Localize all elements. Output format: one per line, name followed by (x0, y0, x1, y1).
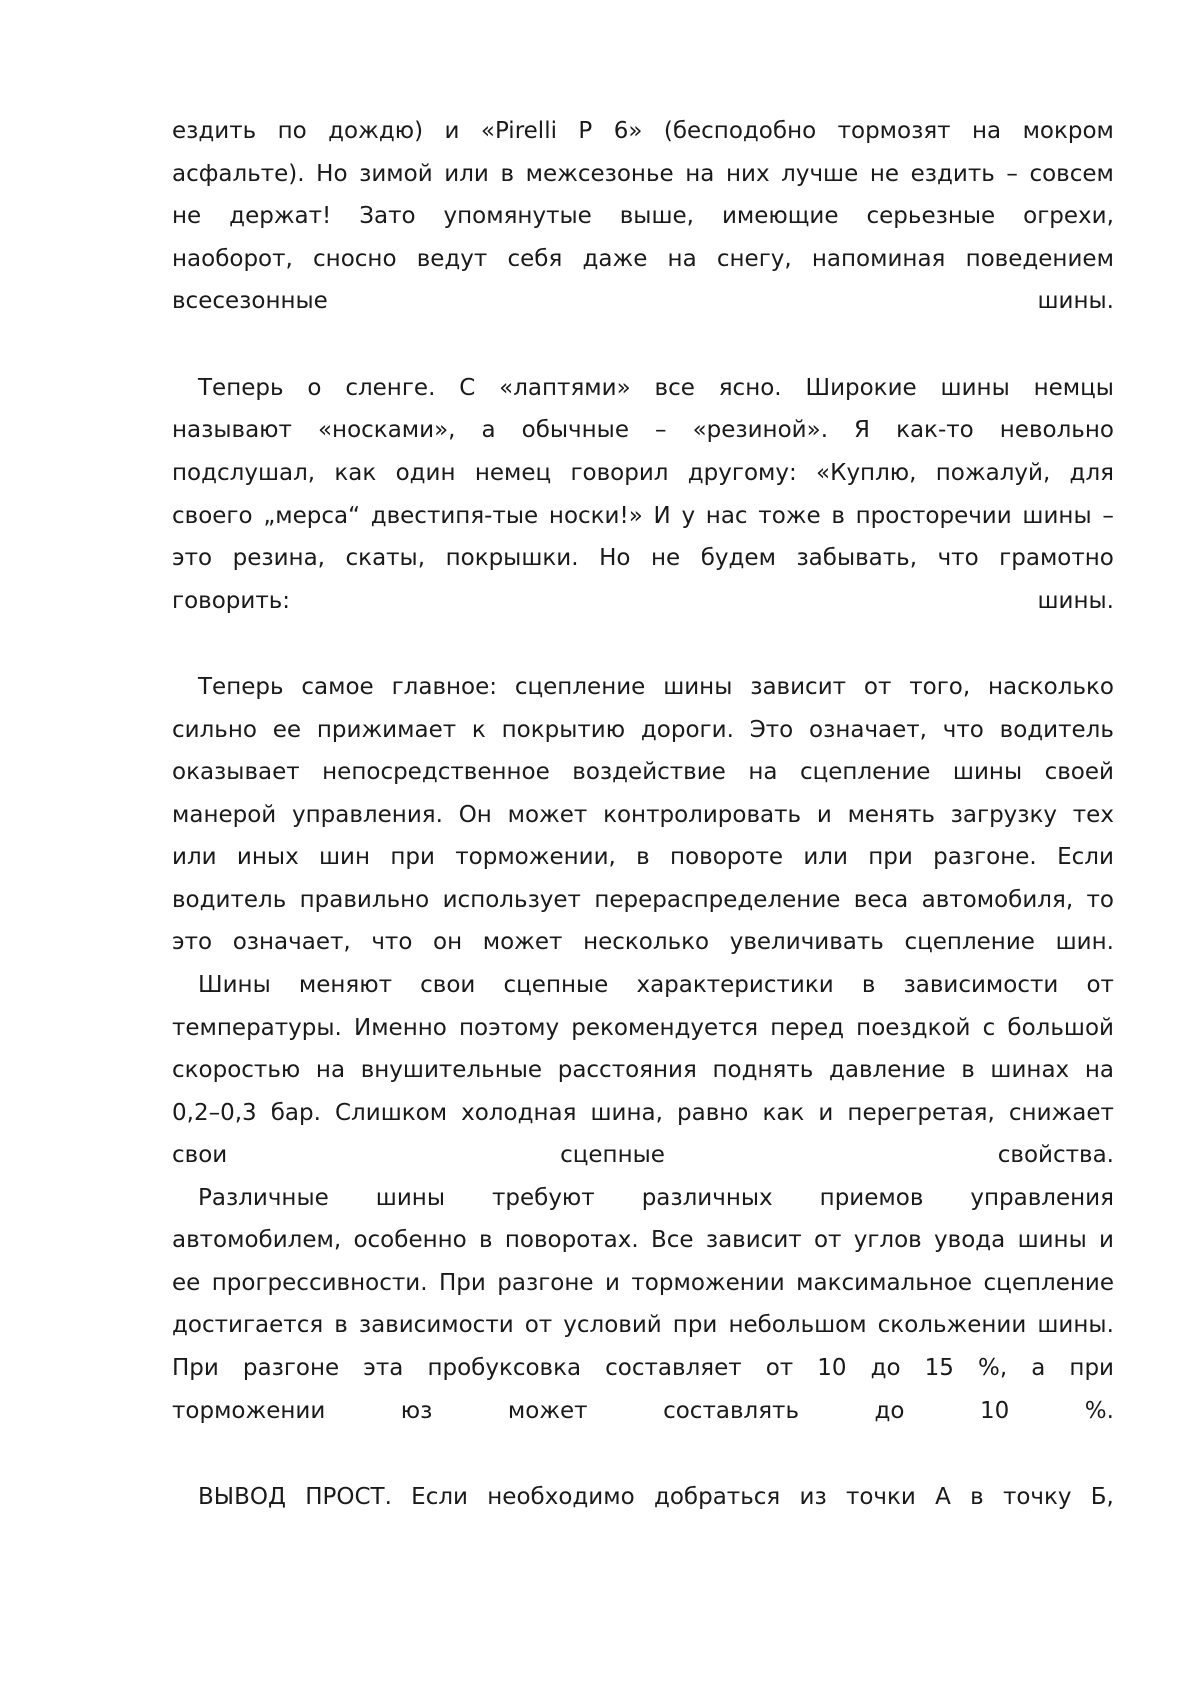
word: шины (940, 375, 1010, 401)
word: самое (301, 674, 374, 700)
word: один (395, 460, 456, 486)
text-line (172, 882, 1114, 918)
text-line (172, 113, 1114, 149)
text-line (172, 198, 1114, 234)
word: контролировать (603, 802, 802, 828)
word: добраться (653, 1484, 781, 1510)
word: другому: (687, 460, 797, 486)
text-line (172, 712, 1114, 748)
text-line (172, 1010, 1114, 1046)
word: 6» (613, 118, 643, 144)
text-line (172, 370, 1114, 406)
word: торможении (631, 1270, 785, 1296)
word: управления. (292, 802, 443, 828)
word: повороте (670, 844, 784, 870)
word: сцепление (904, 929, 1035, 955)
word: скольжении (877, 1312, 1027, 1338)
word: большой (1007, 1015, 1114, 1041)
word: сцепные (560, 1142, 665, 1168)
word: %. (1084, 1398, 1114, 1424)
word: главное: (391, 674, 498, 700)
word: все (654, 375, 695, 401)
word: насколько (988, 674, 1114, 700)
word: увода (934, 1227, 1006, 1253)
word: углов (853, 1227, 922, 1253)
word: менять (847, 802, 935, 828)
word: Но (316, 161, 348, 187)
word: немец (474, 460, 552, 486)
word: что (937, 545, 979, 571)
word: зависимости (903, 972, 1059, 998)
word: в (636, 844, 650, 870)
word: использует (442, 887, 581, 913)
word: «резиной». (692, 417, 829, 443)
word: Зато (359, 203, 416, 229)
word: прогрессивности. (211, 1270, 428, 1296)
word: до (870, 1355, 901, 1381)
word: 10 (817, 1355, 847, 1381)
word: температуры. (172, 1015, 342, 1041)
word: это (172, 545, 213, 571)
word: и (605, 1270, 620, 1296)
word: о (307, 375, 322, 401)
word: невольно (999, 417, 1114, 443)
word: (бесподобно (663, 118, 817, 144)
word: даже (582, 246, 648, 272)
word: точку (1002, 1484, 1072, 1510)
word: при (1069, 1355, 1114, 1381)
word: немцы (1033, 375, 1114, 401)
word: ее (172, 1270, 201, 1296)
word: на (667, 246, 697, 272)
word: Он (458, 802, 492, 828)
word: оказывает (172, 759, 300, 785)
word: шины (1022, 503, 1092, 529)
word: говорил (570, 460, 669, 486)
word: А (935, 1484, 951, 1510)
word: составлять (663, 1398, 799, 1424)
word: от (765, 1355, 794, 1381)
word: внушительные (360, 1057, 543, 1083)
word: а (481, 417, 496, 443)
word: И (653, 503, 671, 529)
word: 0,2–0,3 (172, 1100, 257, 1126)
word: шинах (990, 1057, 1070, 1083)
word: давление (829, 1057, 946, 1083)
text-line (172, 412, 1114, 448)
text-line (172, 156, 1114, 192)
word: упомянутые (443, 203, 592, 229)
word: поднять (712, 1057, 814, 1083)
word: ясно. (718, 375, 782, 401)
word: на (1084, 1057, 1114, 1083)
word: того, (909, 674, 971, 700)
word: зависит (705, 1227, 802, 1253)
word: огрехи, (1023, 203, 1114, 229)
text-line (172, 540, 1114, 576)
word: различных (641, 1185, 773, 1211)
word: у (681, 503, 696, 529)
word: правильно (299, 887, 430, 913)
word: шины. (1037, 1312, 1114, 1338)
text-line (172, 967, 1114, 1003)
word: ВЫВОД (198, 1484, 286, 1510)
word: Если (411, 1484, 468, 1510)
word: манерой (172, 802, 277, 828)
word: как (762, 1100, 805, 1126)
word: меняют (298, 972, 393, 998)
word: ПРОСТ. (305, 1484, 392, 1510)
word: резина, (232, 545, 325, 571)
word: водитель (999, 717, 1114, 743)
word: «носками», (317, 417, 456, 443)
word: сцепные (503, 972, 609, 998)
word: холодная (461, 1100, 577, 1126)
word: рекомендуется (571, 1015, 759, 1041)
word: и (816, 802, 832, 828)
word: торможении (172, 1398, 326, 1424)
word: поэтому (458, 1015, 560, 1041)
word: сленге. (345, 375, 436, 401)
word: Различные (198, 1185, 329, 1211)
text-line (172, 839, 1114, 875)
word: прижимает (316, 717, 457, 743)
word: в (831, 503, 845, 529)
word: Широкие (805, 375, 917, 401)
word: торможении, (455, 844, 616, 870)
word: управления (970, 1185, 1114, 1211)
word: %, (978, 1355, 1008, 1381)
word: забывать, (796, 545, 918, 571)
word: шина, (590, 1100, 663, 1126)
text-line (172, 1095, 1114, 1131)
word: увеличивать (729, 929, 884, 955)
word: к (471, 717, 486, 743)
word: что (371, 929, 413, 955)
word: говорить: (172, 588, 291, 614)
word: веса (853, 887, 909, 913)
word: а (1031, 1355, 1046, 1381)
word: шины (663, 674, 733, 700)
word: зависимости (358, 1312, 514, 1338)
word: и (444, 118, 460, 144)
word: Теперь (198, 375, 284, 401)
word: шины (1017, 1227, 1087, 1253)
word: тоже (758, 503, 821, 529)
word: 10 (979, 1398, 1010, 1424)
text-line (172, 1307, 1114, 1343)
word: загрузку (950, 802, 1058, 828)
word: от (863, 674, 892, 700)
word: в (970, 1484, 984, 1510)
word: с (982, 1015, 996, 1041)
word: приемов (819, 1185, 924, 1211)
word: Если (1057, 844, 1114, 870)
word: перегретая, (847, 1100, 995, 1126)
word: как-то (896, 417, 974, 443)
word: по (277, 118, 307, 144)
word: дождю) (328, 118, 424, 144)
word: сносно (313, 246, 397, 272)
word: лучше (781, 161, 859, 187)
word: непосредственное (322, 759, 550, 785)
word: ее (272, 717, 302, 743)
word: не (869, 161, 900, 187)
word: юз (400, 1398, 433, 1424)
word: поездкой (856, 1015, 971, 1041)
word: условий (563, 1312, 662, 1338)
word: в (334, 1312, 348, 1338)
word: эта (363, 1355, 404, 1381)
word: двестипя-тые (370, 503, 539, 529)
word: них (725, 161, 770, 187)
word: просторечии (855, 503, 1012, 529)
word: на (748, 759, 778, 785)
word: обычные (521, 417, 629, 443)
word: требуют (491, 1185, 595, 1211)
word: означает, (809, 717, 927, 743)
word: свои (420, 972, 476, 998)
text-line (172, 455, 1114, 491)
word: шины (952, 759, 1023, 785)
word: поведением (965, 246, 1114, 272)
word: держат! (229, 203, 332, 229)
word: сцепление (514, 674, 646, 700)
text-line (172, 1052, 1114, 1088)
word: 15 (924, 1355, 954, 1381)
text-line (172, 797, 1114, 833)
word: до (874, 1398, 905, 1424)
word: не (650, 545, 681, 571)
word: мокром (1022, 118, 1114, 144)
text-line (172, 241, 1114, 277)
word: он (433, 929, 463, 955)
word: может (507, 802, 588, 828)
word: составляет (605, 1355, 742, 1381)
word: Теперь (198, 674, 284, 700)
word: шины. (1037, 588, 1114, 614)
word: зависит (750, 674, 847, 700)
word: При (438, 1270, 486, 1296)
text-line (172, 1137, 1114, 1173)
word: от (813, 1227, 842, 1253)
word: – (1006, 161, 1018, 187)
word: достигается (172, 1312, 324, 1338)
text-line (172, 1222, 1114, 1258)
word: серьезные (866, 203, 996, 229)
word: что (942, 717, 984, 743)
word: перед (770, 1015, 845, 1041)
word: асфальте). (172, 161, 305, 187)
text-line (172, 754, 1114, 790)
word: несколько (583, 929, 710, 955)
text-line (172, 669, 1114, 705)
word: разгоне (497, 1270, 594, 1296)
word: нас (705, 503, 748, 529)
word: или (444, 161, 489, 187)
word: Б, (1090, 1484, 1114, 1510)
word: как (334, 460, 377, 486)
word: разгоне. (933, 844, 1037, 870)
word: – (1102, 503, 1114, 529)
word: от (524, 1312, 553, 1338)
word: грамотно (999, 545, 1114, 571)
text-line (172, 924, 1114, 960)
word: для (1069, 460, 1114, 486)
word: может (482, 929, 563, 955)
word: всесезонные (172, 288, 328, 314)
word: пожалуй, (935, 460, 1051, 486)
text-line (172, 1393, 1114, 1429)
word: дороги. (640, 717, 734, 743)
word: своего (172, 503, 253, 529)
word: снижает (1008, 1100, 1114, 1126)
word: тормозят (837, 118, 951, 144)
word: С (459, 375, 476, 401)
word: P (578, 118, 593, 144)
word: Слишком (334, 1100, 448, 1126)
word: от (1086, 972, 1114, 998)
word: Шины (198, 972, 271, 998)
word: совсем (1029, 161, 1114, 187)
word: в (479, 1227, 493, 1253)
word: имеющие (721, 203, 839, 229)
text-line (172, 583, 1114, 619)
word: при (868, 844, 913, 870)
word: ездить (910, 161, 995, 187)
word: сцепление (983, 1270, 1114, 1296)
word: межсезонье (525, 161, 674, 187)
word: водитель (172, 887, 287, 913)
word: иных (236, 844, 299, 870)
word: покрытию (501, 717, 626, 743)
word: Все (650, 1227, 694, 1253)
word: при (390, 844, 435, 870)
word: или (803, 844, 848, 870)
word: – (655, 417, 667, 443)
word: на (685, 161, 715, 187)
word: подслушал, (172, 460, 316, 486)
word: поворотах. (504, 1227, 639, 1253)
word: автомобилем, (172, 1227, 342, 1253)
word: шин. (1055, 929, 1114, 955)
word: покрышки. (445, 545, 579, 571)
word: ведут (416, 246, 488, 272)
word: выше, (619, 203, 694, 229)
word: расстояния (557, 1057, 697, 1083)
word: воздействие (572, 759, 726, 785)
text-line (172, 1265, 1114, 1301)
word: «Куплю, (816, 460, 917, 486)
word: из (799, 1484, 827, 1510)
word: Я (854, 417, 871, 443)
word: себя (507, 246, 563, 272)
word: снегу, (716, 246, 792, 272)
word: Это (749, 717, 794, 743)
word: на (315, 1057, 346, 1083)
text-line (172, 1479, 1114, 1515)
word: будем (700, 545, 776, 571)
text-line (172, 498, 1114, 534)
word: и (1099, 1227, 1114, 1253)
word: наоборот, (172, 246, 293, 272)
word: автомобиля, (921, 887, 1074, 913)
word: на (972, 118, 1002, 144)
word: точки (845, 1484, 916, 1510)
word: это (172, 929, 213, 955)
word: максимальное (796, 1270, 973, 1296)
word: сцепление (799, 759, 931, 785)
word: небольшом (728, 1312, 867, 1338)
word: необходимо (487, 1484, 635, 1510)
word: в (861, 972, 876, 998)
word: бар. (270, 1100, 321, 1126)
word: скаты, (345, 545, 426, 571)
text-line (172, 1180, 1114, 1216)
word: шины. (1037, 288, 1114, 314)
word: пробуксовка (427, 1355, 582, 1381)
word: скоростью (172, 1057, 301, 1083)
word: Именно (354, 1015, 447, 1041)
word: «лаптями» (499, 375, 631, 401)
word: и (818, 1100, 834, 1126)
word: Но (599, 545, 631, 571)
word: тех (1072, 802, 1114, 828)
word: „мерса“ (263, 503, 360, 529)
word: перераспределение (594, 887, 841, 913)
word: характеристики (636, 972, 834, 998)
word: свои (172, 1142, 228, 1168)
text-line (172, 283, 1114, 319)
word: ездить (172, 118, 257, 144)
word: шины (375, 1185, 445, 1211)
word: при (672, 1312, 718, 1338)
word: свойства. (997, 1142, 1114, 1168)
text-line (172, 1350, 1114, 1386)
word: своей (1044, 759, 1114, 785)
word: разгоне (242, 1355, 340, 1381)
word: При (172, 1355, 219, 1381)
word: зимой (359, 161, 433, 187)
word: равно (677, 1100, 749, 1126)
word: сильно (172, 717, 257, 743)
word: называют (172, 417, 292, 443)
word: «Pirelli (480, 118, 557, 144)
word: носки!» (548, 503, 643, 529)
word: может (507, 1398, 588, 1424)
word: означает, (232, 929, 351, 955)
word: не (172, 203, 202, 229)
word: особенно (353, 1227, 467, 1253)
word: то (1086, 887, 1114, 913)
word: напоминая (811, 246, 946, 272)
word: или (172, 844, 217, 870)
word: шин (319, 844, 371, 870)
word: в (961, 1057, 975, 1083)
word: в (500, 161, 515, 187)
